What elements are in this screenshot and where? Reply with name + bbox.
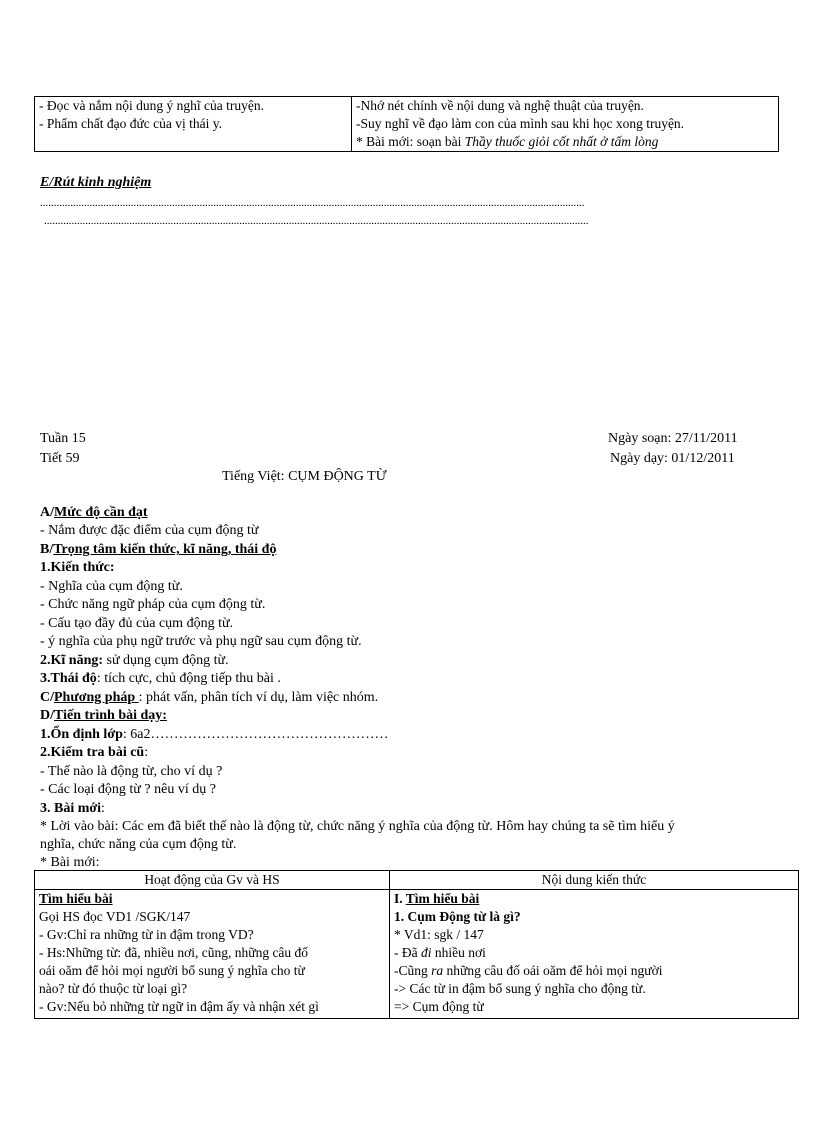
knowledge-item: - Cấu tạo đầy đủ của cụm động từ. [40,616,234,631]
old-lesson-label: 2.Kiểm tra bài cũ [40,745,145,760]
activity-table-head-right: Nội dung kiến thức [390,871,799,890]
knowledge-heading: 1.Kiến thức: [40,560,115,575]
activity-table-head-left: Hoạt động của Gv và HS [35,871,390,890]
top-table [34,96,779,152]
review-dots-1: ...................................................................................................................................................................................................... [40,197,585,209]
top-left-line: - Đọc và nắm nội dung ý nghĩ của truyện. [39,98,264,113]
activity-right-cell [390,890,799,1019]
section-d-heading: Tiến trình bài dạy: [54,708,167,723]
intro-line-1: * Lời vào bài: Các em đã biết thế nào là động từ, chức năng ý nghĩa của động từ. Hôm hay chúng ta sẽ tìm hiểu ý [40,819,675,834]
section-c [40,689,378,707]
top-table-left-cell [35,97,352,152]
attitude-line [40,670,281,688]
section-d-prefix: D/ [40,708,54,723]
section-c-prefix: C/ [40,690,54,705]
skill-line [40,652,229,670]
week-label: Tuần 15 [40,431,86,446]
right-example-line [394,944,794,962]
section-b [40,541,276,559]
section-c-text: : phát vấn, phân tích ví dụ, làm việc nhóm. [138,690,379,705]
class-check-label: 1.Ổn định lớp [40,727,123,742]
right-subheading: 1. Cụm Động từ là gì? [394,909,521,924]
attitude-label: 3.Thái độ [40,671,97,686]
left-line: Gọi HS đọc VD1 /SGK/147 [39,909,191,924]
left-line: nào? từ đó thuộc từ loại gì? [39,981,188,996]
knowledge-item: - Nghĩa của cụm động từ. [40,579,183,594]
example-text: -Cũng [394,963,432,978]
section-a-heading: Mức độ cần đạt [54,505,148,520]
review-heading: E/Rút kinh nghiệm [40,175,152,190]
homework-title: Thầy thuốc giỏi cốt nhất ở tấm lòng [464,134,659,149]
section-a-item: - Nắm được đặc điểm của cụm động từ [40,523,259,538]
section-c-heading: Phương pháp [54,690,139,705]
right-example-ref: * Vd1: sgk / 147 [394,927,484,942]
right-section-title [394,890,794,908]
taught-date: Ngày dạy: 01/12/2011 [610,451,735,466]
old-lesson-question: - Thế nào là động từ, cho ví dụ ? [40,764,223,779]
section-b-heading: Trọng tâm kiến thức, kĩ năng, thái độ [53,542,277,557]
left-line: - Gv:Chỉ ra những từ in đậm trong VD? [39,927,254,942]
skill-text: sử dụng cụm động từ. [103,653,229,668]
old-lesson-line [40,744,148,762]
old-lesson-question: - Các loại động từ ? nêu ví dụ ? [40,782,216,797]
prepared-date: Ngày soạn: 27/11/2011 [608,431,738,446]
right-section-heading: Tìm hiểu bài [405,891,480,906]
right-section-prefix: I. [394,891,406,906]
period-label: Tiết 59 [40,451,80,466]
example-text: - Đã [394,945,421,960]
section-a-prefix: A/ [40,505,54,520]
top-right-line: -Nhớ nét chính về nội dung và nghệ thuật của truyện. [356,98,644,113]
class-check-text: : 6a2…………………………………………… [122,727,389,742]
example-text: những câu đố oái oăm để hỏi mọi người [443,963,663,978]
attitude-text: : tích cực, chủ động tiếp thu bài . [96,671,281,686]
section-a [40,504,148,522]
right-example-line [394,962,794,980]
section-b-prefix: B/ [40,542,54,557]
new-lesson-line [40,800,105,818]
lesson-title [222,468,387,486]
left-line: - Gv:Nếu bỏ những từ ngữ in đậm ấy và nhận xét gì [39,999,319,1014]
example-verb: đi [421,945,432,960]
activity-left-cell [35,890,390,1019]
left-line: - Hs:Những từ: đã, nhiều nơi, cũng, những câu đố [39,945,309,960]
new-lesson-text: : [101,801,105,816]
top-right-homework [356,133,774,151]
intro-line-2: nghĩa, chức năng của cụm động từ. [40,837,237,852]
top-table-right-cell [352,97,779,152]
homework-prefix: * Bài mới: soạn bài [356,134,465,149]
review-dots-2: ...................................................................................................................................................................................................... [44,215,589,227]
example-verb: ra [431,963,444,978]
top-right-line: -Suy nghĩ về đạo làm con của mình sau khi học xong truyện. [356,116,685,131]
knowledge-item: - Chức năng ngữ pháp của cụm động từ. [40,597,266,612]
activity-table [34,870,799,1019]
example-text: nhiều nơi [431,945,486,960]
lesson-title-prefix: Tiếng Việt: [222,469,289,484]
class-check-line [40,726,388,744]
new-lesson-marker: * Bài mới: [40,855,100,870]
left-section-title: Tìm hiểu bài [39,891,113,906]
top-left-line: - Phẩm chất đạo đức của vị thái y. [39,116,223,131]
new-lesson-label: 3. Bài mới [40,801,102,816]
left-line: oái oăm để hỏi mọi người bổ sung ý nghĩa cho từ [39,963,305,978]
right-conclusion: => Cụm động từ [394,999,484,1014]
knowledge-item: - ý nghĩa của phụ ngữ trước và phụ ngữ sau cụm động từ. [40,634,362,649]
old-lesson-text: : [144,745,149,760]
lesson-title-main: CỤM ĐỘNG TỪ [288,469,387,484]
section-d [40,707,167,725]
skill-label: 2.Kĩ năng: [40,653,104,668]
right-conclusion: -> Các từ in đậm bổ sung ý nghĩa cho động từ. [394,981,646,996]
